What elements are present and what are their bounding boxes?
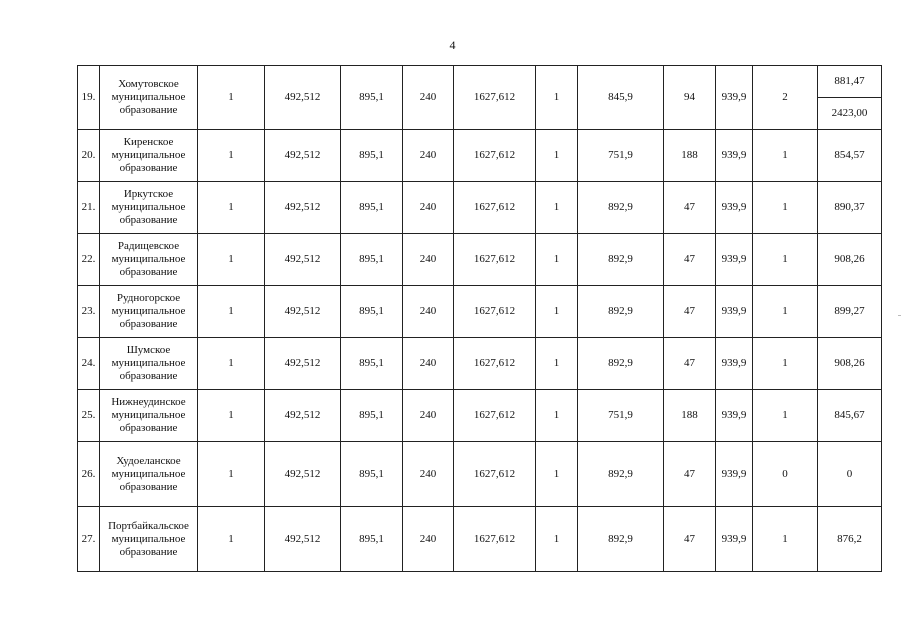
table-cell: 895,1 <box>341 338 403 390</box>
table-cell: 908,26 <box>818 234 882 286</box>
table-cell: 0 <box>753 442 818 507</box>
table-cell: 1627,612 <box>454 182 536 234</box>
split-cell <box>818 66 882 130</box>
table-cell: 939,9 <box>716 182 753 234</box>
table-cell: 939,9 <box>716 390 753 442</box>
table-cell: 240 <box>403 286 454 338</box>
table-cell: 1 <box>536 338 578 390</box>
table-row <box>78 338 882 390</box>
table-cell: 240 <box>403 442 454 507</box>
table-cell: 1 <box>198 442 265 507</box>
table-cell: 895,1 <box>341 234 403 286</box>
table-cell: 2 <box>753 66 818 130</box>
municipality-name: Шумское муниципальное образование <box>100 338 198 390</box>
table-cell: 240 <box>403 130 454 182</box>
page-number: 4 <box>449 38 456 52</box>
table-cell: 1 <box>198 286 265 338</box>
table-row <box>78 234 882 286</box>
data-table <box>77 65 882 572</box>
municipality-name: Иркутское муниципальное образование <box>100 182 198 234</box>
table-cell: 939,9 <box>716 66 753 130</box>
table-cell: 47 <box>664 234 716 286</box>
table-cell: 895,1 <box>341 130 403 182</box>
table-cell: 0 <box>818 442 882 507</box>
table-cell: 1 <box>753 338 818 390</box>
table-cell: 895,1 <box>341 442 403 507</box>
table-cell: 240 <box>403 390 454 442</box>
row-number: 26. <box>78 442 100 507</box>
table-cell: 94 <box>664 66 716 130</box>
table-cell: 939,9 <box>716 130 753 182</box>
table-cell: 1 <box>198 338 265 390</box>
row-number: 20. <box>78 130 100 182</box>
table-cell: 1 <box>753 182 818 234</box>
table-cell: 1 <box>536 234 578 286</box>
table-cell: 1 <box>536 286 578 338</box>
table-cell: 895,1 <box>341 286 403 338</box>
table-cell: 1 <box>198 234 265 286</box>
table-cell: 492,512 <box>265 338 341 390</box>
table-cell: 1 <box>536 66 578 130</box>
row-number: 24. <box>78 338 100 390</box>
table-cell: 1 <box>198 507 265 572</box>
municipality-name: Нижнеудинское муниципальное образование <box>100 390 198 442</box>
table-cell: 1 <box>753 130 818 182</box>
table-cell: 188 <box>664 130 716 182</box>
table-cell: 892,9 <box>578 442 664 507</box>
table-cell: 47 <box>664 182 716 234</box>
table-cell: 895,1 <box>341 182 403 234</box>
table-cell: 854,57 <box>818 130 882 182</box>
table-cell: 892,9 <box>578 286 664 338</box>
row-number: 27. <box>78 507 100 572</box>
table-cell: 1 <box>198 130 265 182</box>
table-row <box>78 442 882 507</box>
table-cell: 240 <box>403 66 454 130</box>
table-cell: 895,1 <box>341 66 403 130</box>
table-cell: 939,9 <box>716 286 753 338</box>
municipality-name: Худоеланское муниципальное образование <box>100 442 198 507</box>
municipality-name: Рудногорское муниципальное образование <box>100 286 198 338</box>
table-cell: 492,512 <box>265 390 341 442</box>
table-cell: 1 <box>536 442 578 507</box>
municipality-name: Киренское муниципальное образование <box>100 130 198 182</box>
table-cell: 1627,612 <box>454 130 536 182</box>
table-cell: 892,9 <box>578 234 664 286</box>
table-cell: 939,9 <box>716 507 753 572</box>
table-cell: 892,9 <box>578 182 664 234</box>
table-cell: 240 <box>403 338 454 390</box>
table-cell: 492,512 <box>265 442 341 507</box>
table-row <box>78 182 882 234</box>
table-cell: 1 <box>753 234 818 286</box>
table-cell: 939,9 <box>716 338 753 390</box>
table-cell: 1 <box>753 286 818 338</box>
row-number: 22. <box>78 234 100 286</box>
table-cell: 1 <box>536 130 578 182</box>
table-cell: 1 <box>198 390 265 442</box>
table-cell: 1 <box>198 66 265 130</box>
table-cell: 1 <box>536 182 578 234</box>
table-cell: 1627,612 <box>454 338 536 390</box>
table-cell: 492,512 <box>265 66 341 130</box>
table-cell: 1 <box>536 507 578 572</box>
table-cell: 1 <box>753 390 818 442</box>
table-row <box>78 390 882 442</box>
table-cell: 1 <box>198 182 265 234</box>
table-cell: 188 <box>664 390 716 442</box>
table-cell: 47 <box>664 286 716 338</box>
table-cell: 492,512 <box>265 182 341 234</box>
table-cell: 240 <box>403 234 454 286</box>
table-cell: 751,9 <box>578 130 664 182</box>
table-cell: 240 <box>403 507 454 572</box>
table-cell: 492,512 <box>265 507 341 572</box>
table-cell: 1627,612 <box>454 390 536 442</box>
row-number: 19. <box>78 66 100 130</box>
table-cell: 492,512 <box>265 286 341 338</box>
table-cell: 2423,00 <box>831 107 868 119</box>
table-cell: 876,2 <box>818 507 882 572</box>
table-cell: 240 <box>403 182 454 234</box>
table-cell: 892,9 <box>578 507 664 572</box>
table-row <box>78 286 882 338</box>
municipality-name: Радищевское муниципальное образование <box>100 234 198 286</box>
table-row <box>78 66 882 130</box>
table-cell: 751,9 <box>578 390 664 442</box>
row-number: 25. <box>78 390 100 442</box>
table-cell: 895,1 <box>341 507 403 572</box>
table-cell: 1627,612 <box>454 234 536 286</box>
table-cell: 492,512 <box>265 234 341 286</box>
scan-mark <box>898 315 901 316</box>
table-cell: 845,9 <box>578 66 664 130</box>
municipality-name: Хомутовское муниципальное образование <box>100 66 198 130</box>
table-cell: 899,27 <box>818 286 882 338</box>
table-cell: 47 <box>664 338 716 390</box>
table-cell: 939,9 <box>716 442 753 507</box>
table-cell: 492,512 <box>265 130 341 182</box>
table-cell: 892,9 <box>578 338 664 390</box>
row-number: 23. <box>78 286 100 338</box>
table-cell: 1 <box>753 507 818 572</box>
table-cell: 1627,612 <box>454 66 536 130</box>
table-cell: 47 <box>664 442 716 507</box>
table-cell: 1627,612 <box>454 442 536 507</box>
table-cell: 1 <box>536 390 578 442</box>
table-cell: 908,26 <box>818 338 882 390</box>
table-cell: 881,47 <box>818 66 881 98</box>
table-row <box>78 130 882 182</box>
table-cell: 845,67 <box>818 390 882 442</box>
table-cell: 1627,612 <box>454 507 536 572</box>
table-cell: 895,1 <box>341 390 403 442</box>
table-cell: 1627,612 <box>454 286 536 338</box>
table-row <box>78 507 882 572</box>
municipality-name: Портбайкальское муниципальное образование <box>100 507 198 572</box>
table-cell: 939,9 <box>716 234 753 286</box>
row-number: 21. <box>78 182 100 234</box>
table-cell: 890,37 <box>818 182 882 234</box>
table-cell: 47 <box>664 507 716 572</box>
